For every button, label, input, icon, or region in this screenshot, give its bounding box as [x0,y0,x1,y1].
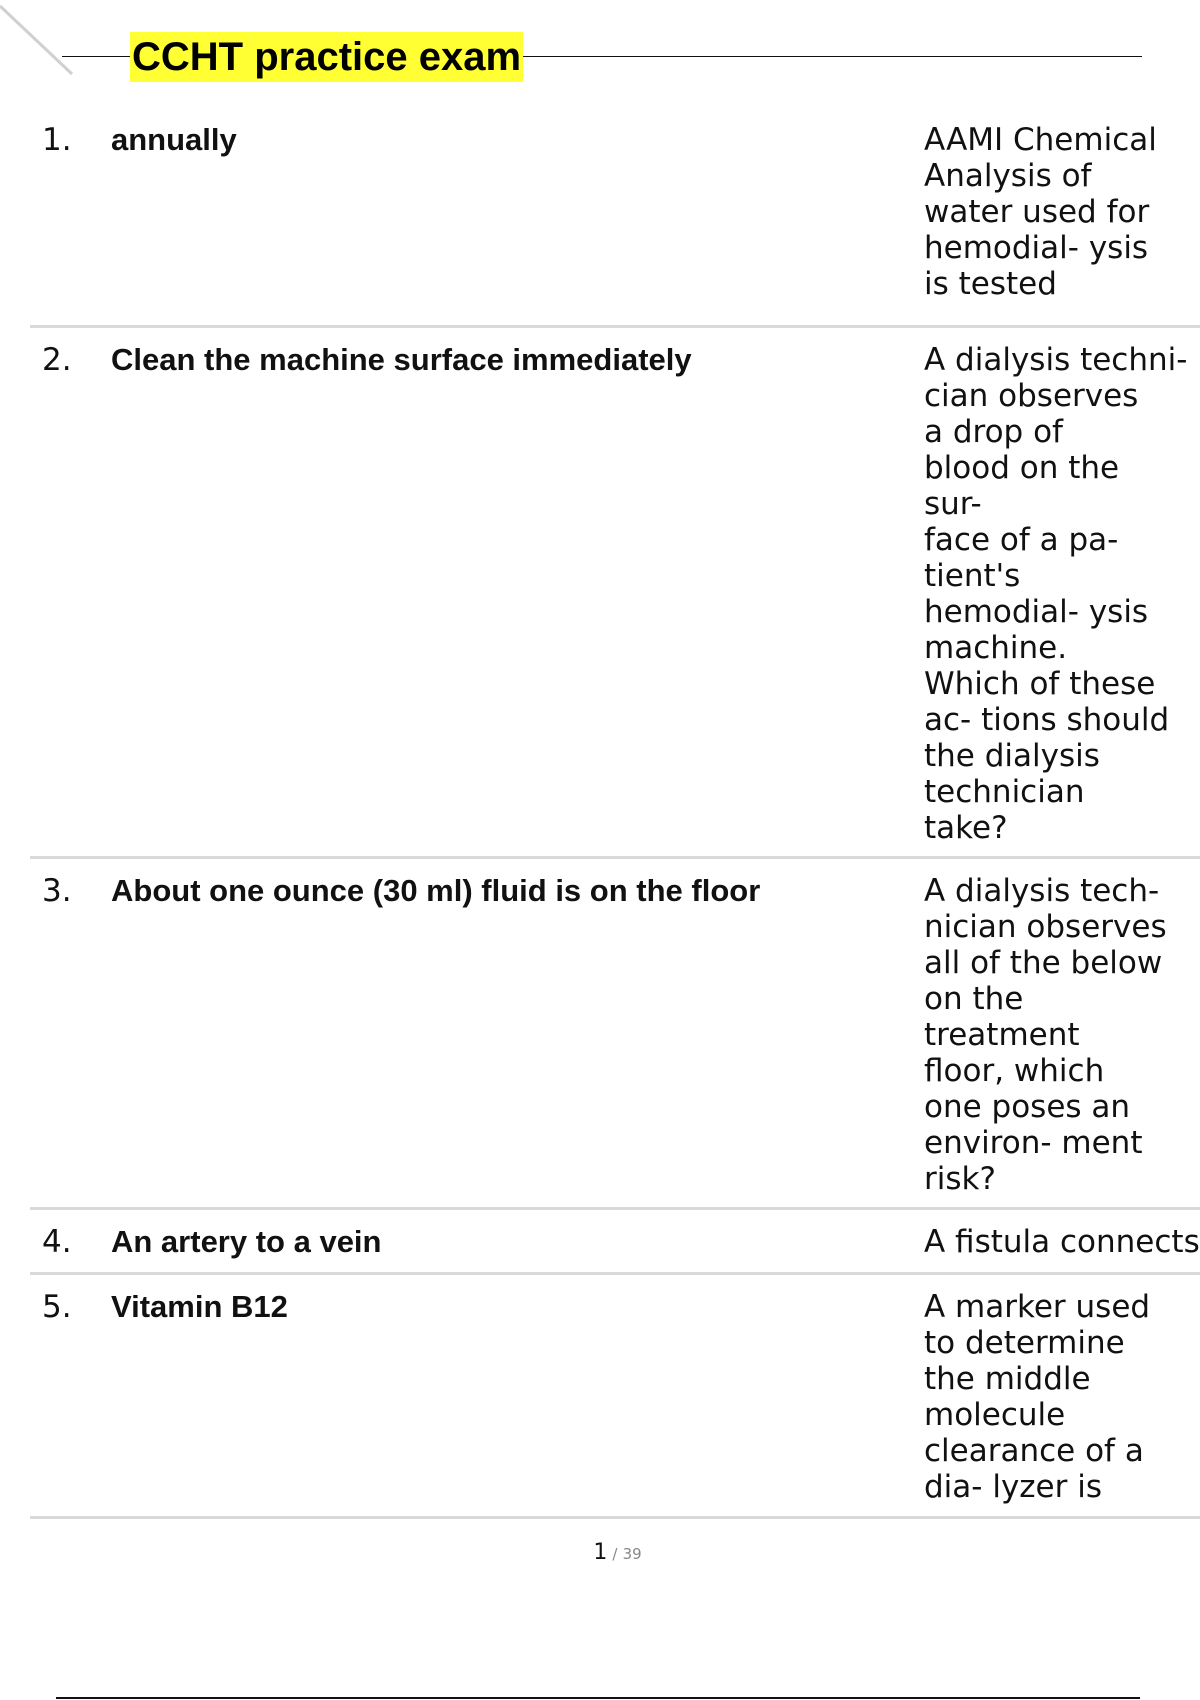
question-number: 5. [42,1289,72,1325]
question-number: 2. [42,342,72,378]
page-indicator [0,1540,1200,1565]
answer-text: Vitamin B12 [111,1289,288,1324]
question-number: 1. [42,122,72,158]
question-row [30,1275,1200,1519]
question-text: A dialysis techni- cian observes a drop of blood on the sur- face of a pa- tient's hemodial- ysis machine. Which of these ac- tions should the dialysis technician take? [924,342,1188,846]
question-text: AAMI Chemical Analysis of water used for hemodial- ysis is tested [924,122,1157,302]
answer-text: Clean the machine surface immediately [111,342,692,377]
footer-rule [56,1697,1140,1699]
page-total-count: 39 [622,1545,642,1563]
question-text: A fistula connects [924,1224,1200,1260]
page-separator: / [612,1545,618,1563]
question-number: 4. [42,1224,72,1260]
question-answer-list [30,108,1200,1519]
answer-text: annually [111,122,237,157]
answer-text: An artery to a vein [111,1224,382,1259]
question-text: A dialysis tech- nician observes all of the below on the treatment floor, which one poses an environ- ment risk? [924,873,1167,1197]
question-number: 3. [42,873,72,909]
document-title: CCHT practice exam [130,32,523,82]
answer-text: About one ounce (30 ml) fluid is on the floor [111,873,761,908]
question-text: A marker used to determine the middle molecule clearance of a dia- lyzer is [924,1289,1151,1505]
question-row [30,108,1200,328]
question-row [30,328,1200,859]
question-row [30,1210,1200,1275]
page-current-number: 1 [593,1540,608,1565]
question-row [30,859,1200,1210]
page-corner-fold-mark [0,0,80,80]
